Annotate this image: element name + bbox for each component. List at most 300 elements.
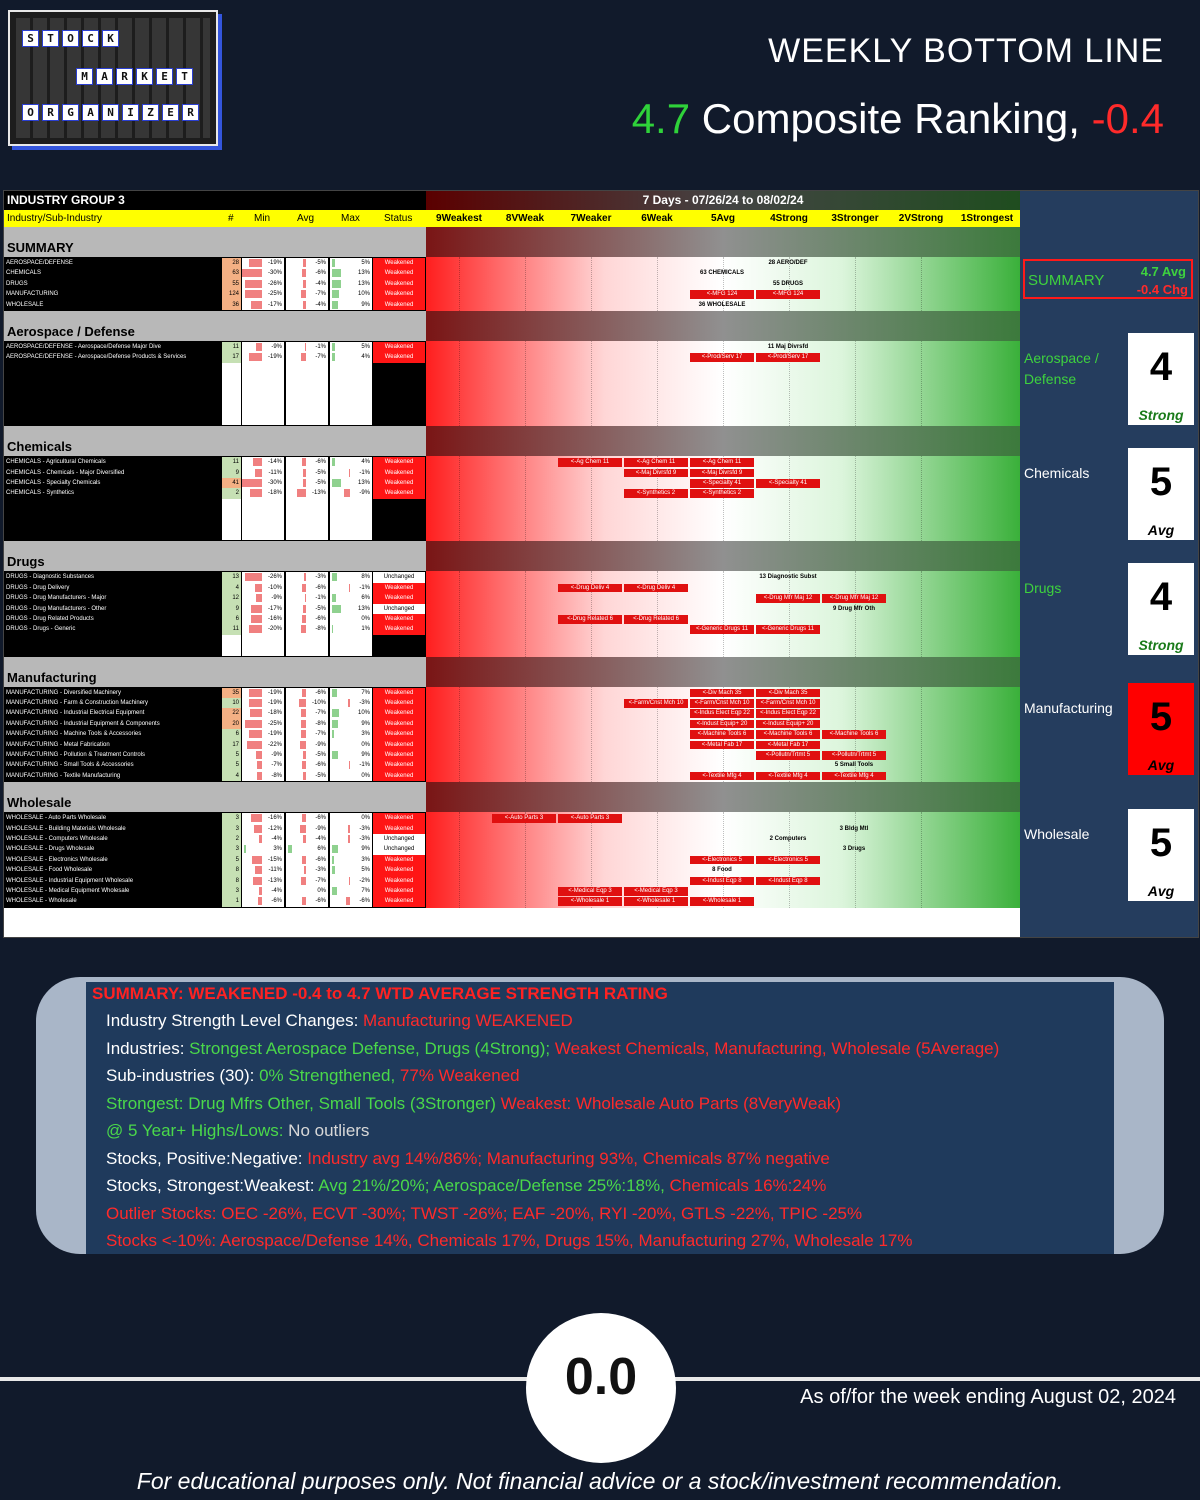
row-min bbox=[242, 865, 284, 875]
value-bar bbox=[303, 772, 306, 780]
row-avg bbox=[286, 268, 328, 278]
empty-cell bbox=[286, 635, 328, 645]
row-min-value: -9% bbox=[271, 751, 282, 758]
row-avg bbox=[286, 614, 328, 624]
empty-row bbox=[4, 384, 426, 394]
value-bar bbox=[332, 856, 334, 864]
level-tag: <-Farm/Cnst Mch 10 bbox=[756, 699, 820, 708]
level-label: 9 Drug Mfr Oth bbox=[833, 605, 875, 612]
section-title: Manufacturing bbox=[7, 669, 97, 685]
summary-card-content bbox=[86, 982, 1114, 1254]
summary-text: Stocks, Positive:Negative: bbox=[106, 1148, 308, 1168]
row-avg-value: -3% bbox=[315, 574, 326, 581]
row-max bbox=[330, 886, 372, 896]
row-min bbox=[242, 740, 284, 750]
row-count: 22 bbox=[222, 708, 241, 718]
level-tag: <-Pollutn/Trtmt 5 bbox=[822, 751, 886, 760]
row-max bbox=[330, 289, 372, 299]
row-avg bbox=[286, 844, 328, 854]
section-block bbox=[4, 341, 426, 426]
section-header bbox=[4, 227, 426, 257]
row-max bbox=[330, 855, 372, 865]
level-tag: <-Drug Mfr Maj 12 bbox=[756, 594, 820, 603]
group-rankings bbox=[1020, 191, 1198, 937]
summary-text: Industries: bbox=[106, 1038, 190, 1058]
row-max-value: 9% bbox=[361, 846, 370, 853]
empty-cell bbox=[242, 530, 284, 540]
row-max bbox=[330, 468, 372, 478]
summary-text: Sub-industries (30): bbox=[106, 1066, 260, 1085]
value-bar bbox=[304, 573, 306, 581]
table-row bbox=[4, 279, 426, 289]
row-max-value: -3% bbox=[359, 835, 370, 842]
table-row bbox=[4, 865, 426, 875]
value-bar bbox=[332, 353, 335, 361]
level-tag: <-Machine Tools 6 bbox=[690, 730, 754, 739]
row-min-value: -10% bbox=[267, 584, 282, 591]
level-row bbox=[426, 688, 1020, 698]
level-row bbox=[426, 813, 1020, 823]
group-rank: 4 bbox=[1149, 575, 1173, 619]
level-row bbox=[426, 844, 1020, 854]
level-tag: <-Farm/Cnst Mch 10 bbox=[690, 699, 754, 708]
section-header-band bbox=[426, 311, 1020, 341]
row-count: 11 bbox=[222, 624, 241, 634]
row-max bbox=[330, 760, 372, 770]
column-header: Max bbox=[341, 213, 360, 224]
row-status: Weakened bbox=[373, 624, 425, 634]
level-tag: <-Wholesale 1 bbox=[558, 897, 622, 906]
row-max-value: 1% bbox=[361, 626, 370, 633]
row-avg bbox=[286, 740, 328, 750]
row-min-value: -25% bbox=[267, 291, 282, 298]
level-row bbox=[426, 896, 1020, 906]
level-label: 11 Maj Divrsfd bbox=[767, 344, 809, 350]
level-label: 28 AERO/DEF bbox=[768, 260, 808, 266]
row-min-value: -4% bbox=[271, 887, 282, 894]
row-max-value: 6% bbox=[361, 595, 370, 602]
table-row bbox=[4, 604, 426, 614]
row-min bbox=[242, 258, 284, 268]
level-row bbox=[426, 865, 1020, 875]
table-row bbox=[4, 258, 426, 268]
period-title: 7 Days - 07/26/24 to 08/02/24 bbox=[426, 191, 1020, 210]
row-min-value: -20% bbox=[267, 626, 282, 633]
level-row bbox=[426, 289, 1020, 299]
summary-text: Weakest Chemicals, Manufacturing, Wholesale (5Average) bbox=[554, 1038, 1000, 1058]
summary-text: Strongest: Drug Mfrs Other, Small Tools (3Stronger) bbox=[106, 1093, 501, 1113]
empty-cell bbox=[330, 645, 372, 655]
row-avg-value: -7% bbox=[315, 877, 326, 884]
row-min bbox=[242, 604, 284, 614]
row-max-value: 10% bbox=[357, 291, 370, 298]
value-bar bbox=[245, 720, 262, 728]
row-avg-value: -6% bbox=[315, 815, 326, 822]
empty-cell bbox=[242, 373, 284, 383]
value-bar bbox=[256, 343, 262, 351]
logo-letter: N bbox=[102, 104, 119, 121]
empty-cell bbox=[222, 499, 241, 509]
row-count: 5 bbox=[222, 760, 241, 770]
empty-row bbox=[4, 373, 426, 383]
row-min bbox=[242, 771, 284, 781]
summary-text: Stocks <-10%: Aerospace/Defense 14%, Chemicals 17%, Drugs 15%, Manufacturing 27%, Wholesale 17% bbox=[106, 1231, 913, 1250]
value-bar bbox=[301, 353, 306, 361]
level-label: 63 CHEMICALS bbox=[699, 270, 744, 277]
level-row bbox=[426, 698, 1020, 708]
level-tag: <-Indust Equip+ 20 bbox=[756, 720, 820, 729]
table-row bbox=[4, 834, 426, 844]
row-avg bbox=[286, 824, 328, 834]
row-count: 63 bbox=[222, 268, 241, 278]
table-row bbox=[4, 593, 426, 603]
value-bar bbox=[302, 856, 306, 864]
row-max bbox=[330, 624, 372, 634]
row-status: Weakened bbox=[373, 824, 425, 834]
row-avg-value: -6% bbox=[315, 762, 326, 769]
level-tag: <-Textile Mfg 4 bbox=[690, 772, 754, 781]
empty-cell bbox=[286, 509, 328, 519]
logo-letter: R bbox=[182, 104, 199, 121]
row-avg-value: -1% bbox=[315, 595, 326, 602]
row-name: WHOLESALE - Drugs Wholesale bbox=[6, 846, 95, 853]
value-bar bbox=[249, 353, 262, 361]
level-row bbox=[426, 855, 1020, 865]
row-min-value: -19% bbox=[267, 260, 282, 266]
row-max-value: 9% bbox=[361, 720, 370, 727]
row-max bbox=[330, 688, 372, 698]
row-avg bbox=[286, 834, 328, 844]
row-avg-value: -6% bbox=[315, 270, 326, 277]
row-name: WHOLESALE - Computers Wholesale bbox=[6, 835, 108, 842]
row-min bbox=[242, 614, 284, 624]
row-status: Weakened bbox=[373, 583, 425, 593]
group-rank-word: Avg bbox=[1147, 883, 1175, 899]
group-rank-box bbox=[1128, 448, 1194, 540]
row-max bbox=[330, 488, 372, 498]
level-label: 36 WHOLESALE bbox=[698, 301, 746, 308]
row-max bbox=[330, 708, 372, 718]
table-row bbox=[4, 468, 426, 478]
level-header: 8VWeak bbox=[505, 213, 545, 224]
level-tag: <-Textile Mfg 4 bbox=[822, 772, 886, 781]
row-status: Weakened bbox=[373, 708, 425, 718]
value-bar bbox=[254, 825, 262, 833]
value-bar bbox=[301, 709, 306, 717]
summary-text: Manufacturing WEAKENED bbox=[363, 1011, 573, 1030]
table-row bbox=[4, 844, 426, 854]
value-bar bbox=[256, 751, 262, 759]
level-label: 8 Food bbox=[712, 867, 732, 874]
empty-cell bbox=[222, 363, 241, 373]
section-block bbox=[4, 456, 426, 541]
value-bar bbox=[300, 741, 306, 749]
weekly-score: 0.0 bbox=[526, 1313, 676, 1463]
row-max bbox=[330, 258, 372, 268]
level-tag: <-Machine Tools 6 bbox=[756, 730, 820, 739]
row-max-value: -1% bbox=[359, 762, 370, 769]
row-status: Weakened bbox=[373, 750, 425, 760]
level-tag: <-Prod/Serv 17 bbox=[690, 353, 754, 362]
row-status: Weakened bbox=[373, 719, 425, 729]
row-avg bbox=[286, 760, 328, 770]
row-name: DRUGS bbox=[6, 280, 28, 287]
value-bar bbox=[303, 479, 306, 487]
value-bar bbox=[303, 259, 306, 267]
level-row bbox=[426, 771, 1020, 781]
row-max-value: -3% bbox=[359, 699, 370, 706]
table-row bbox=[4, 708, 426, 718]
value-bar bbox=[349, 584, 350, 592]
row-avg bbox=[286, 855, 328, 865]
row-status: Weakened bbox=[373, 478, 425, 488]
logo-letter: M bbox=[76, 68, 93, 85]
row-avg bbox=[286, 729, 328, 739]
summary-line bbox=[106, 1121, 369, 1141]
row-max-value: 7% bbox=[361, 887, 370, 894]
row-name: DRUGS - Drug Manufacturers - Other bbox=[6, 605, 107, 612]
logo-letter: E bbox=[162, 104, 179, 121]
level-row bbox=[426, 352, 1020, 362]
value-bar bbox=[251, 605, 262, 613]
row-max-value: -3% bbox=[359, 825, 370, 832]
level-tag: <-Wholesale 1 bbox=[624, 897, 688, 906]
section-header bbox=[4, 426, 426, 456]
value-bar bbox=[300, 825, 306, 833]
empty-cell bbox=[222, 384, 241, 394]
level-tag: <-Electronics 5 bbox=[690, 856, 754, 865]
row-avg-value: -6% bbox=[315, 898, 326, 905]
table-row bbox=[4, 719, 426, 729]
value-bar bbox=[332, 689, 337, 697]
row-count: 10 bbox=[222, 698, 241, 708]
row-count: 41 bbox=[222, 478, 241, 488]
level-tag: <-Metal Fab 17 bbox=[756, 741, 820, 750]
empty-cell bbox=[222, 394, 241, 404]
empty-row bbox=[4, 520, 426, 530]
level-row bbox=[426, 876, 1020, 886]
value-bar bbox=[332, 625, 333, 633]
row-status: Weakened bbox=[373, 457, 425, 467]
table-row bbox=[4, 457, 426, 467]
empty-cell bbox=[330, 635, 372, 645]
value-bar bbox=[332, 845, 338, 853]
level-row bbox=[426, 342, 1020, 352]
row-max bbox=[330, 342, 372, 352]
empty-row bbox=[4, 645, 426, 655]
row-count: 5 bbox=[222, 855, 241, 865]
level-tag: <-Medical Eqp 3 bbox=[624, 887, 688, 896]
value-bar bbox=[303, 751, 306, 759]
value-bar bbox=[257, 761, 262, 769]
row-name: AEROSPACE/DEFENSE bbox=[6, 260, 73, 266]
row-max-value: 0% bbox=[361, 815, 370, 822]
value-bar bbox=[303, 835, 306, 843]
row-max-value: 13% bbox=[357, 270, 370, 277]
empty-cell bbox=[330, 394, 372, 404]
row-max bbox=[330, 876, 372, 886]
row-name: MANUFACTURING - Diversified Machinery bbox=[6, 689, 122, 696]
table-row bbox=[4, 300, 426, 310]
summary-text: Chemicals 16%:24% bbox=[669, 1176, 827, 1195]
value-bar bbox=[332, 458, 335, 466]
table-row bbox=[4, 855, 426, 865]
section-header-band bbox=[426, 227, 1020, 257]
value-bar bbox=[348, 835, 350, 843]
value-bar bbox=[302, 761, 306, 769]
row-avg bbox=[286, 488, 328, 498]
value-bar bbox=[245, 290, 262, 298]
empty-cell bbox=[222, 404, 241, 414]
level-row bbox=[426, 719, 1020, 729]
value-bar bbox=[250, 489, 262, 497]
section-header-band bbox=[426, 541, 1020, 571]
row-min bbox=[242, 896, 284, 906]
logo bbox=[8, 10, 218, 146]
column-header: # bbox=[228, 213, 234, 224]
value-bar bbox=[332, 343, 335, 351]
row-min-value: -16% bbox=[267, 615, 282, 622]
row-avg bbox=[286, 352, 328, 362]
row-name: CHEMICALS - Chemicals - Major Diversified bbox=[6, 469, 125, 476]
value-bar bbox=[303, 301, 306, 309]
section-header-band bbox=[426, 782, 1020, 812]
empty-cell bbox=[286, 530, 328, 540]
value-bar bbox=[249, 730, 262, 738]
row-avg bbox=[286, 604, 328, 614]
empty-cell bbox=[242, 384, 284, 394]
row-max bbox=[330, 698, 372, 708]
value-bar bbox=[349, 877, 350, 885]
composite-score: 4.7 bbox=[631, 95, 691, 142]
row-avg bbox=[286, 342, 328, 352]
row-avg bbox=[286, 583, 328, 593]
row-min bbox=[242, 698, 284, 708]
group-rank: 5 bbox=[1149, 695, 1173, 740]
row-min bbox=[242, 750, 284, 760]
level-tag: <-MFG 124 bbox=[756, 290, 820, 299]
empty-row bbox=[4, 363, 426, 373]
row-min bbox=[242, 593, 284, 603]
group-rank-word: Strong bbox=[1138, 637, 1184, 653]
column-header: Avg bbox=[297, 213, 315, 224]
group-title: INDUSTRY GROUP 3 bbox=[4, 191, 426, 210]
row-count: 6 bbox=[222, 614, 241, 624]
row-count: 124 bbox=[222, 289, 241, 299]
table-row bbox=[4, 813, 426, 823]
row-status: Unchanged bbox=[373, 844, 425, 854]
level-row bbox=[426, 457, 1020, 467]
row-status: Weakened bbox=[373, 279, 425, 289]
table-row bbox=[4, 896, 426, 906]
row-min bbox=[242, 824, 284, 834]
value-bar bbox=[251, 301, 262, 309]
value-bar bbox=[250, 709, 262, 717]
value-bar bbox=[332, 751, 338, 759]
row-min bbox=[242, 289, 284, 299]
value-bar bbox=[301, 720, 306, 728]
row-max-value: 4% bbox=[361, 459, 370, 466]
value-bar bbox=[242, 269, 262, 277]
row-min bbox=[242, 834, 284, 844]
row-min-value: -16% bbox=[267, 815, 282, 822]
value-bar bbox=[249, 259, 262, 267]
row-count: 4 bbox=[222, 771, 241, 781]
empty-cell bbox=[330, 373, 372, 383]
row-avg bbox=[286, 750, 328, 760]
row-min-value: -13% bbox=[267, 877, 282, 884]
row-name: MANUFACTURING - Pollution & Treatment Controls bbox=[6, 751, 146, 758]
row-max-value: 0% bbox=[361, 772, 370, 779]
summary-text: Strongest Aerospace Defense, Drugs (4Strong); bbox=[189, 1038, 555, 1058]
group-rank: 5 bbox=[1149, 459, 1173, 504]
empty-cell bbox=[242, 404, 284, 414]
summary-text: Industry avg 14%/86%; Manufacturing 93%, Chemicals 87% negative bbox=[307, 1148, 830, 1168]
value-bar bbox=[253, 458, 262, 466]
empty-cell bbox=[286, 384, 328, 394]
row-name: WHOLESALE - Wholesale bbox=[6, 898, 77, 905]
value-bar bbox=[257, 772, 262, 780]
group-rank-box bbox=[1128, 809, 1194, 901]
row-count: 2 bbox=[222, 834, 241, 844]
empty-cell bbox=[330, 404, 372, 414]
row-name: DRUGS - Drug Related Products bbox=[6, 615, 94, 622]
row-min-value: -30% bbox=[267, 270, 282, 277]
row-min bbox=[242, 488, 284, 498]
table-row bbox=[4, 614, 426, 624]
logo-letter: G bbox=[62, 104, 79, 121]
table-left bbox=[4, 191, 426, 937]
row-name: DRUGS - Drugs - Generic bbox=[6, 626, 76, 633]
row-min-value: -9% bbox=[271, 344, 282, 350]
row-count: 2 bbox=[222, 488, 241, 498]
row-min bbox=[242, 268, 284, 278]
row-avg bbox=[286, 865, 328, 875]
section-levels bbox=[426, 456, 1020, 541]
row-max-value: -2% bbox=[359, 877, 370, 884]
row-max bbox=[330, 478, 372, 488]
level-tag: <-Indust Equip+ 20 bbox=[690, 720, 754, 729]
row-count: 3 bbox=[222, 844, 241, 854]
row-avg bbox=[286, 279, 328, 289]
row-max bbox=[330, 750, 372, 760]
industry-table bbox=[3, 190, 1199, 938]
group-rank-word: Strong bbox=[1138, 406, 1184, 423]
empty-cell bbox=[242, 394, 284, 404]
level-tag: <-Ag Chem 11 bbox=[558, 458, 622, 467]
value-bar bbox=[302, 615, 306, 623]
row-status: Weakened bbox=[373, 886, 425, 896]
summary-line bbox=[106, 1011, 573, 1031]
row-avg-value: -1% bbox=[315, 344, 326, 350]
level-row bbox=[426, 258, 1020, 268]
row-avg-value: -6% bbox=[315, 856, 326, 863]
row-count: 35 bbox=[222, 688, 241, 698]
row-count: 17 bbox=[222, 740, 241, 750]
row-max-value: -6% bbox=[359, 898, 370, 905]
section-title: Aerospace / Defense bbox=[7, 324, 135, 339]
row-status: Weakened bbox=[373, 876, 425, 886]
empty-cell bbox=[330, 520, 372, 530]
row-max-value: 10% bbox=[357, 710, 370, 717]
summary-line bbox=[106, 1231, 913, 1251]
row-min bbox=[242, 300, 284, 310]
empty-cell bbox=[222, 530, 241, 540]
table-row bbox=[4, 478, 426, 488]
value-bar bbox=[242, 479, 262, 487]
group-label: Aerospace / Defense bbox=[1024, 349, 1099, 387]
level-tag: <-Maj Divrsfd 9 bbox=[690, 469, 754, 478]
